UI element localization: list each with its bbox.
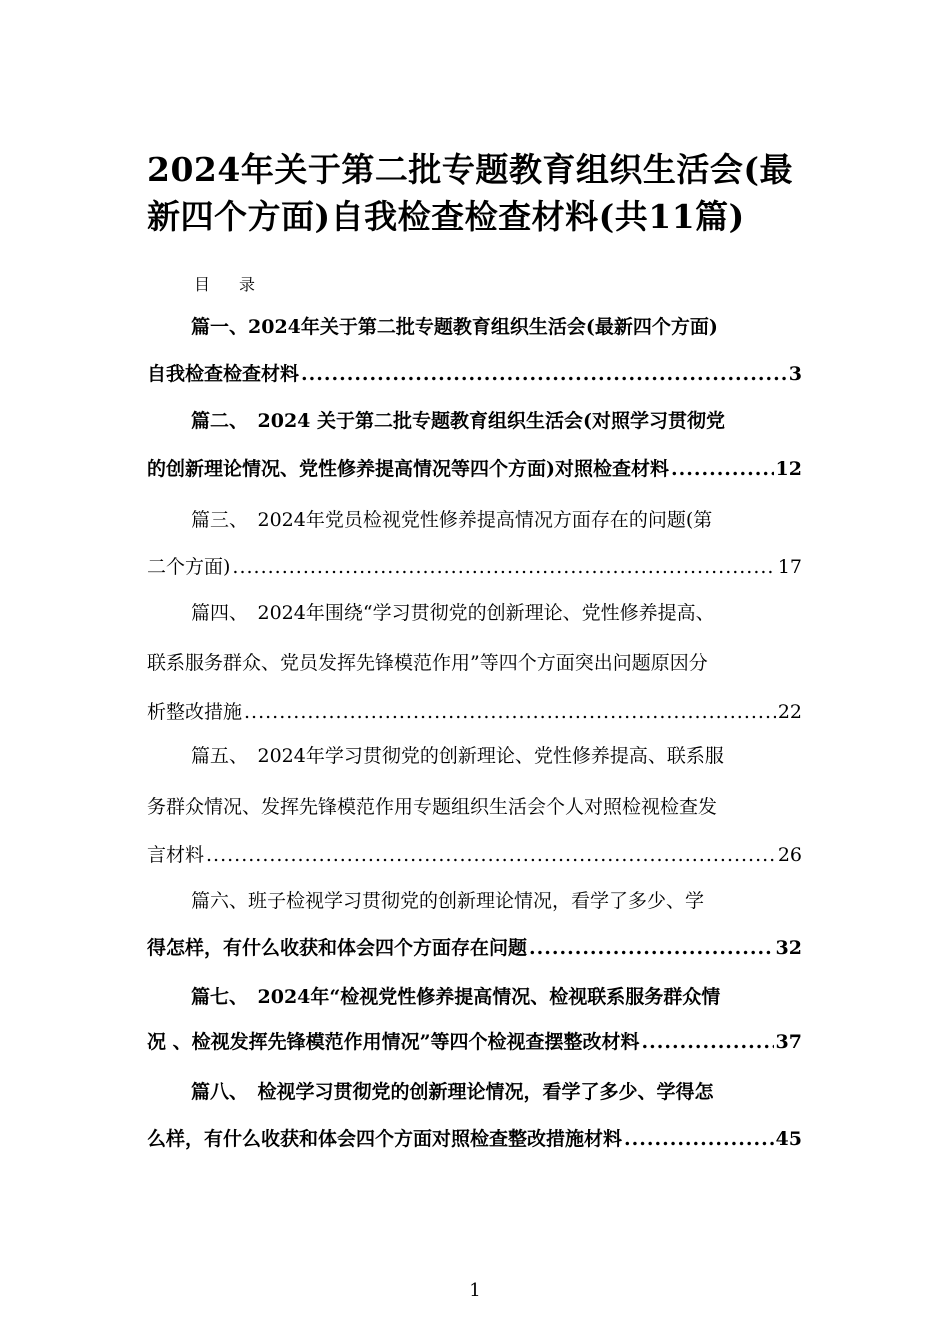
toc-heading <box>194 272 256 295</box>
toc-entry-7-text: 况 、检视发挥先锋模范作用情况”等四个检视查摆整改材料 <box>147 1031 640 1053</box>
toc-entry-4-line-1[interactable]: 篇四、 2024年围绕“学习贯彻党的创新理论、党性修养提高、 <box>191 602 715 624</box>
toc-leader-dots <box>301 359 787 389</box>
toc-entry-2-page: 12 <box>775 458 802 480</box>
toc-entry-4-page: 22 <box>777 701 802 723</box>
toc-entry-5-line-1[interactable]: 篇五、 2024年学习贯彻党的创新理论、党性修养提高、联系服 <box>191 745 724 767</box>
toc-entry-6-page: 32 <box>775 937 802 959</box>
document-title: 2024年关于第二批专题教育组织生活会(最新四个方面)自我检查检查材料(共11篇) <box>147 150 793 236</box>
toc-entry-8-text: 么样，有什么收获和体会四个方面对照检查整改措施材料 <box>147 1128 623 1150</box>
toc-entry-2-line-2[interactable] <box>147 454 802 484</box>
toc-entry-2-text: 的创新理论情况、党性修养提高情况等四个方面)对照检查材料 <box>147 458 669 480</box>
toc-entry-5-text: 言材料 <box>147 844 205 866</box>
toc-entry-6-line-1[interactable]: 篇六、班子检视学习贯彻党的创新理论情况，看学了多少、学 <box>191 890 705 912</box>
toc-entry-3-text: 二个方面) <box>147 556 231 578</box>
toc-leader-dots <box>671 454 774 484</box>
toc-entry-1-text: 自我检查检查材料 <box>147 363 300 385</box>
toc-leader-dots <box>642 1027 774 1057</box>
toc-entry-1-page: 3 <box>788 363 802 385</box>
toc-entry-7-page: 37 <box>775 1031 802 1053</box>
toc-entry-4-line-2[interactable]: 联系服务群众、党员发挥先锋模范作用”等四个方面突出问题原因分 <box>147 652 708 674</box>
toc-entry-3-line-2[interactable] <box>147 552 802 582</box>
toc-entry-8-line-2[interactable] <box>147 1124 802 1154</box>
toc-leader-dots <box>529 933 774 963</box>
toc-entry-8-page: 45 <box>775 1128 802 1150</box>
toc-entry-1-line-1[interactable]: 篇一、2024年关于第二批专题教育组织生活会(最新四个方面) <box>191 316 718 338</box>
toc-entry-7-line-1[interactable]: 篇七、 2024年“检视党性修养提高情况、检视联系服务群众情 <box>191 986 721 1008</box>
toc-entry-7-line-2[interactable] <box>147 1027 802 1057</box>
toc-entry-6-line-2[interactable] <box>147 933 802 963</box>
toc-entry-6-text: 得怎样，有什么收获和体会四个方面存在问题 <box>147 937 528 959</box>
toc-entry-5-line-3[interactable] <box>147 840 802 870</box>
toc-entry-8-line-1[interactable]: 篇八、 检视学习贯彻党的创新理论情况，看学了多少、学得怎 <box>191 1081 714 1103</box>
toc-leader-dots <box>232 552 775 582</box>
toc-entry-3-line-1[interactable]: 篇三、 2024年党员检视党性修养提高情况方面存在的问题(第 <box>191 509 713 531</box>
toc-entry-4-text: 析整改措施 <box>147 701 243 723</box>
toc-leader-dots <box>244 697 776 727</box>
toc-heading-char-2: 录 <box>239 275 257 294</box>
toc-entry-5-line-2[interactable]: 务群众情况、发挥先锋模范作用专题组织生活会个人对照检视检查发 <box>147 796 718 818</box>
toc-leader-dots <box>624 1124 774 1154</box>
toc-entry-1-line-2[interactable] <box>147 359 802 389</box>
toc-entry-4-line-3[interactable] <box>147 697 802 727</box>
toc-entry-2-line-1[interactable]: 篇二、 2024 关于第二批专题教育组织生活会(对照学习贯彻党 <box>191 410 725 432</box>
toc-entry-5-page: 26 <box>777 844 802 866</box>
toc-entry-3-page: 17 <box>777 556 802 578</box>
page-number: 1 <box>469 1280 481 1301</box>
toc-heading-char-1: 目 <box>194 275 212 294</box>
toc-leader-dots <box>206 840 776 870</box>
